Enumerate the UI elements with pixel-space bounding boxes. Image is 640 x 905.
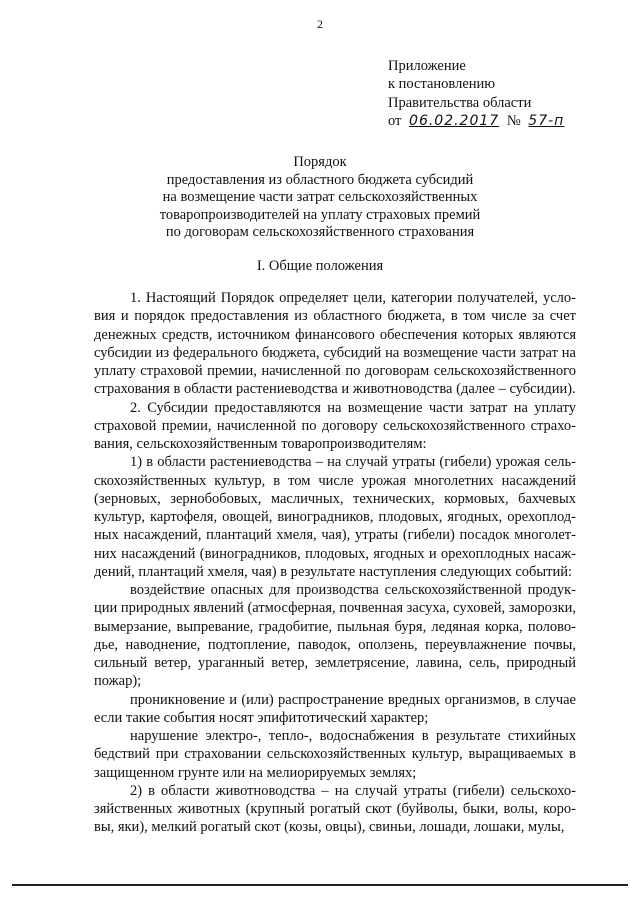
- paragraph: 2. Субсидии предоставляются на возмещение части затрат на уплату страховой премии, начисленной по договору сельскохозяйственного страхования, сельскохозяйственным товаропроизводителям:: [94, 399, 576, 452]
- number-sign: №: [506, 112, 521, 129]
- page-number: 2: [317, 17, 323, 31]
- title-line-1: Порядок: [293, 154, 347, 170]
- paragraph: нарушение электро-, тепло-, водоснабжения в результате стихийных бедствий при страховании сельскохозяйственных культур, выращиваемых в защищенном грунте или на мелиорируемых землях;: [94, 728, 576, 781]
- paragraph: 1) в области растениеводства – на случай утраты (гибели) урожая сельскохозяйственных культур, в том числе урожая многолетних насаждений (зерновых, зернобобовых, масличных, технических, кормовых, бахчевых культур, картофеля, овощей, виноградников, плодовых, ягодных, орехоплодных насаждений, плантаций хмеля, чая), утраты (гибели) посадок многолетних насаждений (виноградников, плодовых, ягодных и орехоплодных насаждений, плантаций хмеля, чая) в результате наступления следующих событий:: [94, 454, 576, 580]
- handwritten-date: 06.02.2017: [409, 112, 500, 129]
- title-line-5: по договорам сельскохозяйственного страхования: [165, 224, 475, 241]
- paragraph: 2) в области животноводства – на случай утраты (гибели) сельскохозяйственных животных (крупный рогатый скот (буйволы, быки, волы, коровы, яки), мелкий рогатый скот (козы, овцы), свиньи, лошади, лошаки, мулы,: [94, 782, 576, 836]
- paragraph: проникновение и (или) распространение вредных организмов, в случае если такие события носят эпифитотический характер;: [94, 691, 576, 726]
- appendix-date-line: [388, 112, 568, 130]
- title-line-2: предоставления из областного бюджета субсидий: [166, 171, 474, 188]
- appendix-block: [388, 57, 568, 130]
- body-text: [94, 289, 576, 837]
- paragraph: воздействие опасных для производства сельскохозяйственной продукции природных явлений (атмосферная, почвенная засуха, суховей, заморозки, вымерзание, выпревание, градобитие, пыльная буря, ледяная корка, половодье, наводнение, подтопление, паводок, оползень, переувлажнение почвы, сильный ветер, ураганный ветер, землетрясение, лавина, сель, природный пожар);: [94, 582, 576, 690]
- appendix-line-1: Приложение: [388, 58, 466, 74]
- handwritten-number: 57-п: [528, 112, 565, 129]
- section-heading: I. Общие положения: [256, 258, 384, 274]
- appendix-line-3: Правительства области: [388, 94, 532, 111]
- document-title: [0, 154, 640, 242]
- date-prefix: от: [388, 112, 402, 129]
- bottom-rule: [12, 884, 628, 886]
- title-line-4: товаропроизводителей на уплату страховых премий: [159, 206, 481, 223]
- paragraph: 1. Настоящий Порядок определяет цели, категории получателей, условия и порядок предоставления из областного бюджета, в том числе за счет денежных средств, источником финансового обеспечения которых являются субсидии из федерального бюджета, субсидий на возмещение части затрат на уплату страховой премии, начисленной по договорам сельскохозяйственного страхования в области растениеводства и животноводства (далее – субсидии).: [94, 290, 576, 398]
- title-line-3: на возмещение части затрат сельскохозяйственных: [162, 189, 478, 206]
- appendix-line-2: к постановлению: [388, 76, 496, 93]
